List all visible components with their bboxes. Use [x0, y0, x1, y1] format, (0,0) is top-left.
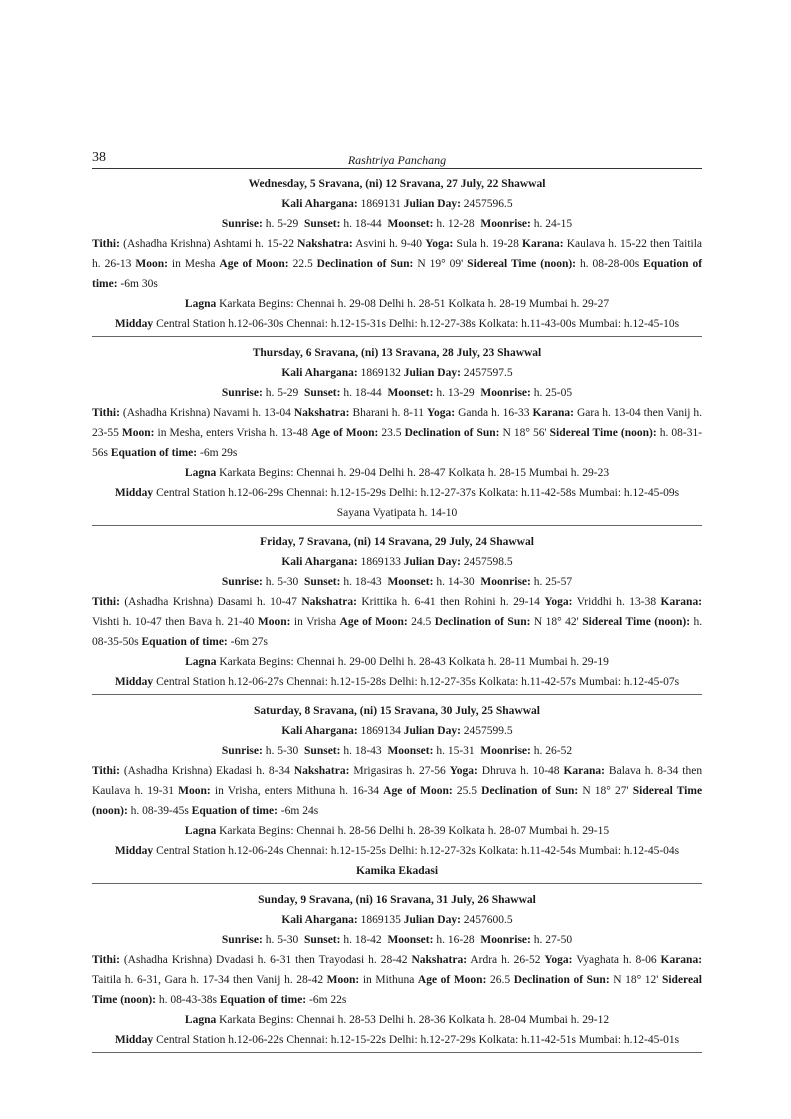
lagna-label: Lagna — [184, 467, 217, 479]
equation-of-time-value: -6m 27s — [230, 636, 269, 648]
moon-value: in Vrisha — [293, 616, 337, 628]
entry-note: Kamika Ekadasi — [355, 865, 439, 877]
karana-label: Karana: — [532, 407, 574, 419]
details-paragraph — [92, 403, 702, 463]
tithi-label: Tithi: — [92, 596, 120, 608]
kali-label: Kali Ahargana: — [281, 914, 358, 926]
tithi-value: (Ashadha Krishna) Ashtami h. 15-22 — [123, 238, 294, 250]
moonset-value: h. 14-30 — [436, 576, 475, 588]
midday-value: Central Station h.12-06-30s Chennai: h.12-15-31s Delhi: h.12-27-38s Kolkata: h.11-43-00s Mumbai: h.12-45-10s — [156, 318, 680, 330]
nakshatra-value: Asvini h. 9-40 — [355, 238, 423, 250]
running-title: Rashtriya Panchang — [347, 153, 447, 167]
day-entry — [92, 701, 702, 884]
equation-of-time-label: Equation of time: — [219, 994, 307, 1006]
equation-of-time-label: Equation of time: — [110, 447, 198, 459]
lagna-line — [92, 1010, 702, 1030]
tithi-value: (Ashadha Krishna) Navami h. 13-04 — [122, 407, 291, 419]
nakshatra-value: Krittika h. 6-41 then Rohini h. 29-14 — [361, 596, 540, 608]
julian-label: Julian Day: — [403, 367, 461, 379]
age-label: Age of Moon: — [339, 616, 408, 628]
date-line — [92, 890, 702, 910]
kali-julian-line — [92, 721, 702, 741]
sunrise-value: h. 5-30 — [265, 576, 299, 588]
age-value: 24.5 — [411, 616, 432, 628]
kali-label: Kali Ahargana: — [281, 725, 358, 737]
moonset-value: h. 16-28 — [436, 934, 475, 946]
date-text: Friday, 7 Sravana, (ni) 14 Sravana, 29 July, 24 Shawwal — [260, 536, 534, 548]
date-text: Wednesday, 5 Sravana, (ni) 12 Sravana, 27 July, 22 Shawwal — [248, 178, 546, 190]
sunset-label: Sunset: — [304, 934, 341, 946]
rise-set-line — [92, 930, 702, 950]
moonrise-label: Moonrise: — [480, 576, 531, 588]
moonset-value: h. 13-29 — [436, 387, 475, 399]
age-value: 23.5 — [381, 427, 402, 439]
lagna-value: Karkata Begins: Chennai h. 28-56 Delhi h. 28-39 Kolkata h. 28-07 Mumbai h. 29-15 — [219, 825, 610, 837]
sunrise-value: h. 5-29 — [265, 218, 299, 230]
date-line — [92, 343, 702, 363]
yoga-value: Sula h. 19-28 — [456, 238, 519, 250]
date-text: Thursday, 6 Sravana, (ni) 13 Sravana, 28 July, 23 Shawwal — [252, 347, 542, 359]
details-paragraph — [92, 234, 702, 294]
midday-value: Central Station h.12-06-24s Chennai: h.12-15-25s Delhi: h.12-27-32s Kolkata: h.11-42-54s Mumbai: h.12-45-04s — [156, 845, 680, 857]
age-value: 25.5 — [456, 785, 478, 797]
equation-of-time-value: -6m 30s — [120, 278, 158, 290]
midday-line — [92, 841, 702, 861]
karana-value: Vishti h. 10-47 then Bava h. 21-40 — [92, 616, 255, 628]
moon-label: Moon: — [135, 258, 168, 270]
midday-label: Midday — [114, 318, 154, 330]
moonrise-value: h. 27-50 — [533, 934, 573, 946]
sunrise-value: h. 5-29 — [265, 387, 299, 399]
yoga-value: Ganda h. 16-33 — [458, 407, 530, 419]
lagna-line — [92, 652, 702, 672]
karana-value: Balava h. 8-34 then Kaulava h. 19-31 — [92, 765, 703, 797]
sunset-label: Sunset: — [304, 745, 341, 757]
page-number: 38 — [92, 150, 106, 165]
moonrise-value: h. 25-05 — [533, 387, 573, 399]
sidereal-label: Sidereal Time (noon): — [582, 616, 691, 628]
details-paragraph — [92, 761, 702, 821]
lagna-line — [92, 463, 702, 483]
julian-value: 2457598.5 — [463, 556, 513, 568]
midday-line — [92, 483, 702, 503]
equation-of-time-value: -6m 29s — [199, 447, 238, 459]
moonset-label: Moonset: — [387, 745, 434, 757]
rise-set-line — [92, 741, 702, 761]
declination-label: Declination of Sun: — [404, 427, 500, 439]
declination-value: N 18° 27' — [582, 785, 629, 797]
midday-label: Midday — [114, 487, 154, 499]
kali-label: Kali Ahargana: — [281, 367, 358, 379]
lagna-value: Karkata Begins: Chennai h. 28-53 Delhi h. 28-36 Kolkata h. 28-04 Mumbai h. 29-12 — [219, 1014, 610, 1026]
midday-value: Central Station h.12-06-29s Chennai: h.12-15-29s Delhi: h.12-27-37s Kolkata: h.11-42-58s Mumbai: h.12-45-09s — [156, 487, 680, 499]
moon-value: in Mithuna — [362, 974, 415, 986]
moonrise-label: Moonrise: — [480, 745, 531, 757]
sunrise-label: Sunrise: — [221, 218, 263, 230]
nakshatra-label: Nakshatra: — [301, 596, 357, 608]
moonset-label: Moonset: — [387, 576, 434, 588]
lagna-value: Karkata Begins: Chennai h. 29-00 Delhi h. 28-43 Kolkata h. 28-11 Mumbai h. 29-19 — [219, 656, 609, 668]
nakshatra-label: Nakshatra: — [293, 765, 350, 777]
declination-value: N 19° 09' — [417, 258, 464, 270]
tithi-label: Tithi: — [92, 407, 120, 419]
sunset-value: h. 18-43 — [343, 576, 382, 588]
karana-value: Taitila h. 6-31, Gara h. 17-34 then Vanij h. 28-42 — [92, 974, 324, 986]
moonset-label: Moonset: — [387, 934, 434, 946]
moonrise-value: h. 25-57 — [533, 576, 573, 588]
tithi-label: Tithi: — [92, 765, 120, 777]
moonset-label: Moonset: — [387, 387, 434, 399]
sunset-value: h. 18-43 — [343, 745, 382, 757]
julian-label: Julian Day: — [403, 914, 461, 926]
declination-label: Declination of Sun: — [481, 785, 579, 797]
yoga-label: Yoga: — [449, 765, 478, 777]
equation-of-time-label: Equation of time: — [191, 805, 278, 817]
kali-julian-line — [92, 363, 702, 383]
sidereal-label: Sidereal Time (noon): — [467, 258, 577, 270]
nakshatra-value: Ardra h. 26-52 — [470, 954, 541, 966]
date-text: Sunday, 9 Sravana, (ni) 16 Sravana, 31 July, 26 Shawwal — [258, 894, 536, 906]
sunset-value: h. 18-44 — [343, 218, 382, 230]
midday-label: Midday — [114, 1034, 154, 1046]
sunset-label: Sunset: — [304, 218, 341, 230]
julian-value: 2457599.5 — [463, 725, 513, 737]
age-label: Age of Moon: — [417, 974, 487, 986]
sidereal-value: h. 08-35-50s — [92, 616, 703, 648]
page-header — [92, 150, 702, 169]
moonrise-label: Moonrise: — [480, 387, 531, 399]
moon-label: Moon: — [178, 785, 211, 797]
sunrise-value: h. 5-30 — [265, 934, 299, 946]
moonset-value: h. 12-28 — [436, 218, 475, 230]
rise-set-line — [92, 572, 702, 592]
date-line — [92, 701, 702, 721]
karana-value: Gara h. 13-04 then Vanij h. 23-55 — [92, 407, 703, 439]
karana-value: Kaulava h. 15-22 then Taitila h. 26-13 — [92, 238, 703, 270]
yoga-value: Vriddhi h. 13-38 — [576, 596, 657, 608]
midday-line — [92, 672, 702, 692]
equation-of-time-value: -6m 24s — [280, 805, 319, 817]
julian-value: 2457596.5 — [463, 198, 513, 210]
kali-value: 1869132 — [360, 367, 401, 379]
day-entry — [92, 890, 702, 1053]
lagna-label: Lagna — [185, 656, 217, 668]
julian-label: Julian Day: — [403, 556, 461, 568]
lagna-line — [92, 821, 702, 841]
moonrise-value: h. 26-52 — [533, 745, 573, 757]
tithi-value: (Ashadha Krishna) Ekadasi h. 8-34 — [123, 765, 290, 777]
moonrise-label: Moonrise: — [480, 218, 531, 230]
kali-value: 1869134 — [360, 725, 401, 737]
day-entry — [92, 174, 702, 337]
panchang-entries — [92, 174, 702, 1059]
midday-label: Midday — [114, 845, 154, 857]
date-line — [92, 532, 702, 552]
declination-value: N 18° 12' — [613, 974, 659, 986]
equation-of-time-value: -6m 22s — [309, 994, 347, 1006]
sidereal-value: h. 08-31-56s — [92, 427, 703, 459]
julian-label: Julian Day: — [403, 198, 461, 210]
lagna-label: Lagna — [184, 825, 217, 837]
yoga-value: Dhruva h. 10-48 — [481, 765, 560, 777]
yoga-label: Yoga: — [425, 238, 454, 250]
karana-label: Karana: — [522, 238, 564, 250]
midday-line — [92, 314, 702, 334]
declination-label: Declination of Sun: — [434, 616, 531, 628]
rise-set-line — [92, 383, 702, 403]
declination-value: N 18° 56' — [502, 427, 547, 439]
kali-julian-line — [92, 552, 702, 572]
kali-label: Kali Ahargana: — [281, 556, 358, 568]
julian-value: 2457600.5 — [463, 914, 513, 926]
kali-value: 1869135 — [360, 914, 401, 926]
entry-note: Sayana Vyatipata h. 14-10 — [336, 507, 458, 519]
sunrise-label: Sunrise: — [221, 387, 263, 399]
sunrise-label: Sunrise: — [221, 934, 263, 946]
day-entry — [92, 343, 702, 526]
age-label: Age of Moon: — [219, 258, 289, 270]
declination-value: N 18° 42' — [533, 616, 579, 628]
equation-of-time-label: Equation of time: — [141, 636, 228, 648]
declination-label: Declination of Sun: — [316, 258, 414, 270]
sidereal-label: Sidereal Time (noon): — [92, 785, 703, 817]
lagna-label: Lagna — [184, 298, 217, 310]
details-paragraph — [92, 950, 702, 1010]
karana-label: Karana: — [660, 954, 703, 966]
julian-label: Julian Day: — [403, 725, 461, 737]
age-label: Age of Moon: — [310, 427, 379, 439]
details-paragraph — [92, 592, 702, 652]
moon-value: in Mesha, enters Vrisha h. 13-48 — [157, 427, 308, 439]
sunrise-label: Sunrise: — [221, 576, 263, 588]
yoga-label: Yoga: — [544, 596, 573, 608]
nakshatra-label: Nakshatra: — [293, 407, 350, 419]
tithi-label: Tithi: — [92, 238, 120, 250]
moonset-value: h. 15-31 — [436, 745, 475, 757]
nakshatra-label: Nakshatra: — [297, 238, 353, 250]
lagna-value: Karkata Begins: Chennai h. 29-08 Delhi h. 28-51 Kolkata h. 28-19 Mumbai h. 29-27 — [219, 298, 610, 310]
sidereal-label: Sidereal Time (noon): — [92, 974, 702, 1006]
sunset-label: Sunset: — [304, 387, 341, 399]
sunrise-value: h. 5-30 — [265, 745, 299, 757]
nakshatra-value: Mrigasiras h. 27-56 — [353, 765, 446, 777]
kali-value: 1869131 — [360, 198, 401, 210]
moonset-label: Moonset: — [387, 218, 434, 230]
moon-value: in Mesha — [171, 258, 216, 270]
sidereal-value: h. 08-43-38s — [158, 994, 218, 1006]
karana-label: Karana: — [660, 596, 703, 608]
lagna-value: Karkata Begins: Chennai h. 29-04 Delhi h. 28-47 Kolkata h. 28-15 Mumbai h. 29-23 — [219, 467, 610, 479]
tithi-value: (Ashadha Krishna) Dasami h. 10-47 — [124, 596, 297, 608]
date-line — [92, 174, 702, 194]
nakshatra-value: Bharani h. 8-11 — [352, 407, 425, 419]
date-text: Saturday, 8 Sravana, (ni) 15 Sravana, 30 July, 25 Shawwal — [254, 705, 540, 717]
midday-label: Midday — [114, 676, 154, 688]
midday-line — [92, 1030, 702, 1050]
moon-label: Moon: — [257, 616, 291, 628]
tithi-value: (Ashadha Krishna) Dvadasi h. 6-31 then Trayodasi h. 28-42 — [123, 954, 408, 966]
moonrise-label: Moonrise: — [480, 934, 531, 946]
sunset-label: Sunset: — [304, 576, 341, 588]
moonrise-value: h. 24-15 — [533, 218, 573, 230]
moon-label: Moon: — [121, 427, 155, 439]
midday-value: Central Station h.12-06-22s Chennai: h.12-15-22s Delhi: h.12-27-29s Kolkata: h.11-42-51s Mumbai: h.12-45-01s — [156, 1034, 680, 1046]
sidereal-value: h. 08-28-00s — [579, 258, 640, 270]
moon-value: in Vrisha, enters Mithuna h. 16-34 — [214, 785, 380, 797]
day-entry — [92, 532, 702, 695]
yoga-label: Yoga: — [427, 407, 456, 419]
rise-set-line — [92, 214, 702, 234]
kali-value: 1869133 — [360, 556, 401, 568]
yoga-label: Yoga: — [544, 954, 573, 966]
age-value: 22.5 — [292, 258, 313, 270]
kali-julian-line — [92, 910, 702, 930]
declination-label: Declination of Sun: — [513, 974, 610, 986]
sidereal-label: Sidereal Time (noon): — [549, 427, 657, 439]
nakshatra-label: Nakshatra: — [411, 954, 468, 966]
age-value: 26.5 — [489, 974, 511, 986]
julian-value: 2457597.5 — [463, 367, 513, 379]
sunset-value: h. 18-42 — [343, 934, 382, 946]
equation-of-time-label: Equation of time: — [92, 258, 703, 290]
karana-label: Karana: — [563, 765, 605, 777]
note-line — [92, 861, 702, 881]
sunrise-label: Sunrise: — [221, 745, 263, 757]
sunset-value: h. 18-44 — [343, 387, 382, 399]
kali-label: Kali Ahargana: — [281, 198, 358, 210]
note-line — [92, 503, 702, 523]
yoga-value: Vyaghata h. 8-06 — [576, 954, 657, 966]
age-label: Age of Moon: — [383, 785, 453, 797]
tithi-label: Tithi: — [92, 954, 120, 966]
kali-julian-line — [92, 194, 702, 214]
sidereal-value: h. 08-39-45s — [130, 805, 189, 817]
lagna-label: Lagna — [184, 1014, 217, 1026]
midday-value: Central Station h.12-06-27s Chennai: h.12-15-28s Delhi: h.12-27-35s Kolkata: h.11-42-57s Mumbai: h.12-45-07s — [156, 676, 680, 688]
lagna-line — [92, 294, 702, 314]
moon-label: Moon: — [326, 974, 360, 986]
